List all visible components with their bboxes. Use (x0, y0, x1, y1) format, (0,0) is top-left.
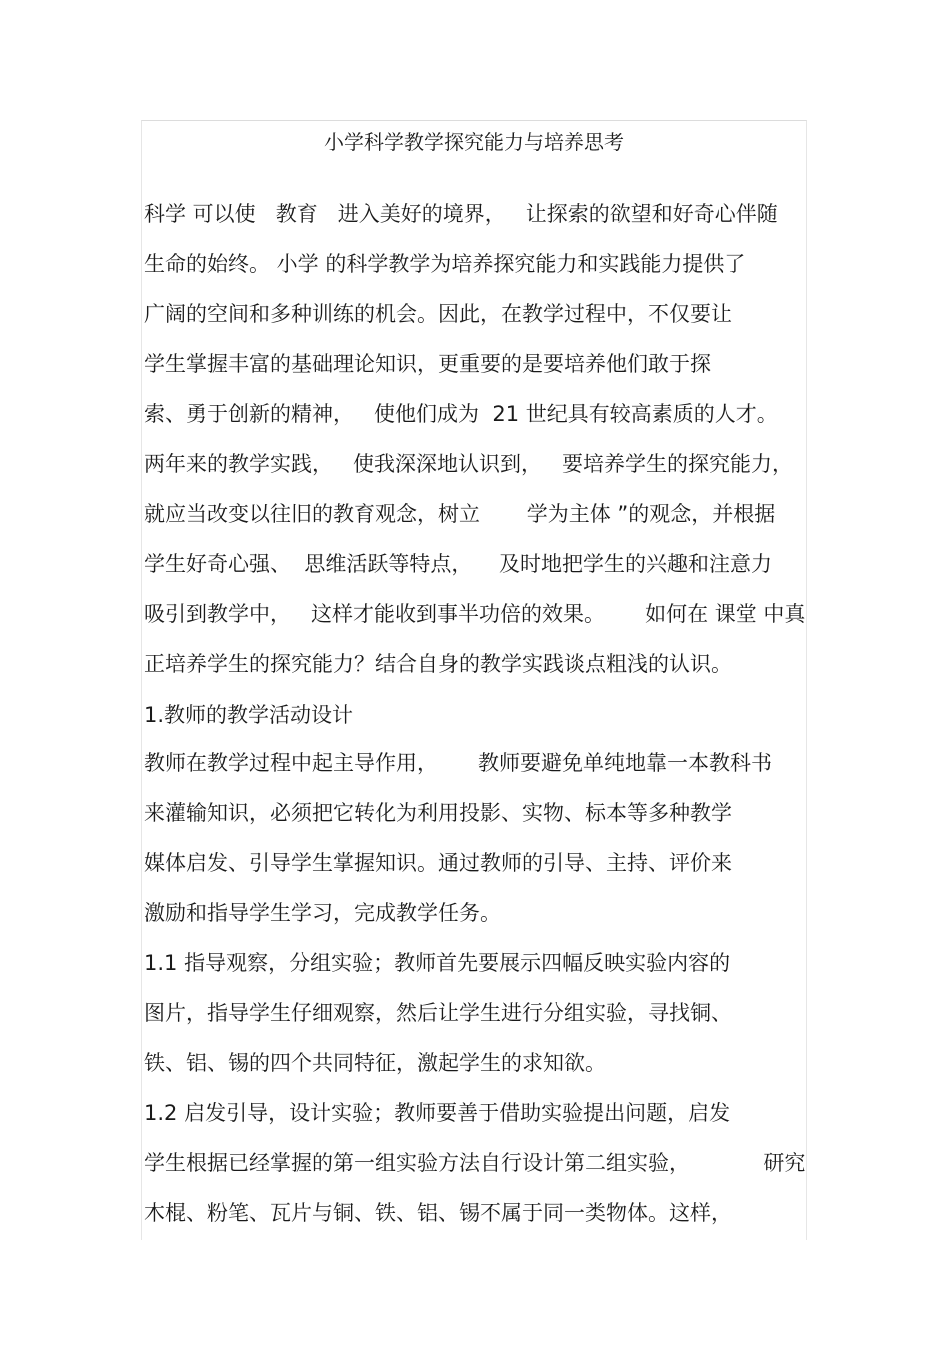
paragraph-line: 媒体启发、引导学生掌握知识。通过教师的引导、主持、评价来 (144, 851, 732, 875)
paragraph-line: 学生好奇心强、 思维活跃等特点， 及时地把学生的兴趣和注意力 (144, 552, 773, 576)
paragraph-line: 正培养学生的探究能力？结合自身的教学实践谈点粗浅的认识。 (144, 652, 732, 676)
paragraph-line: 吸引到教学中， 这样才能收到事半功倍的效果。 如何在 课堂 中真 (144, 602, 806, 626)
paragraph-line: 1.1 指导观察，分组实验；教师首先要展示四幅反映实验内容的 (144, 951, 731, 975)
paragraph-line: 1.2 启发引导，设计实验；教师要善于借助实验提出问题，启发 (144, 1101, 731, 1125)
paragraph-line: 教师在教学过程中起主导作用， 教师要避免单纯地靠一本教科书 (144, 751, 773, 775)
document-title: 小学科学教学探究能力与培养思考 (324, 130, 624, 154)
paragraph-line: 铁、铝、锡的四个共同特征，激起学生的求知欲。 (144, 1051, 606, 1075)
paragraph-line: 两年来的教学实践， 使我深深地认识到， 要培养学生的探究能力， (144, 452, 794, 476)
paragraph-line: 生命的始终。 小学 的科学教学为培养探究能力和实践能力提供了 (144, 252, 746, 276)
section-heading: 1.教师的教学活动设计 (144, 703, 354, 727)
paragraph-line: 木棍、粉笔、瓦片与铜、铁、铝、锡不属于同一类物体。这样， (144, 1201, 732, 1225)
paragraph-line: 来灌输知识，必须把它转化为利用投影、实物、标本等多种教学 (144, 801, 732, 825)
paragraph-line: 学生根据已经掌握的第一组实验方法自行设计第二组实验， 研究 (144, 1151, 806, 1175)
paragraph-line: 广阔的空间和多种训练的机会。因此，在教学过程中，不仅要让 (144, 302, 732, 326)
paragraph-line: 就应当改变以往旧的教育观念，树立 学为主体 ”的观念，并根据 (144, 502, 776, 526)
paragraph-line: 激励和指导学生学习，完成教学任务。 (144, 901, 501, 925)
paragraph-line: 图片，指导学生仔细观察，然后让学生进行分组实验，寻找铜、 (144, 1001, 732, 1025)
paragraph-line: 科学 可以使 教育 进入美好的境界， 让探索的欲望和好奇心伴随 (144, 202, 778, 226)
paragraph-line: 学生掌握丰富的基础理论知识，更重要的是要培养他们敢于探 (144, 352, 711, 376)
paragraph-line: 索、勇于创新的精神， 使他们成为 21 世纪具有较高素质的人才。 (144, 402, 778, 426)
